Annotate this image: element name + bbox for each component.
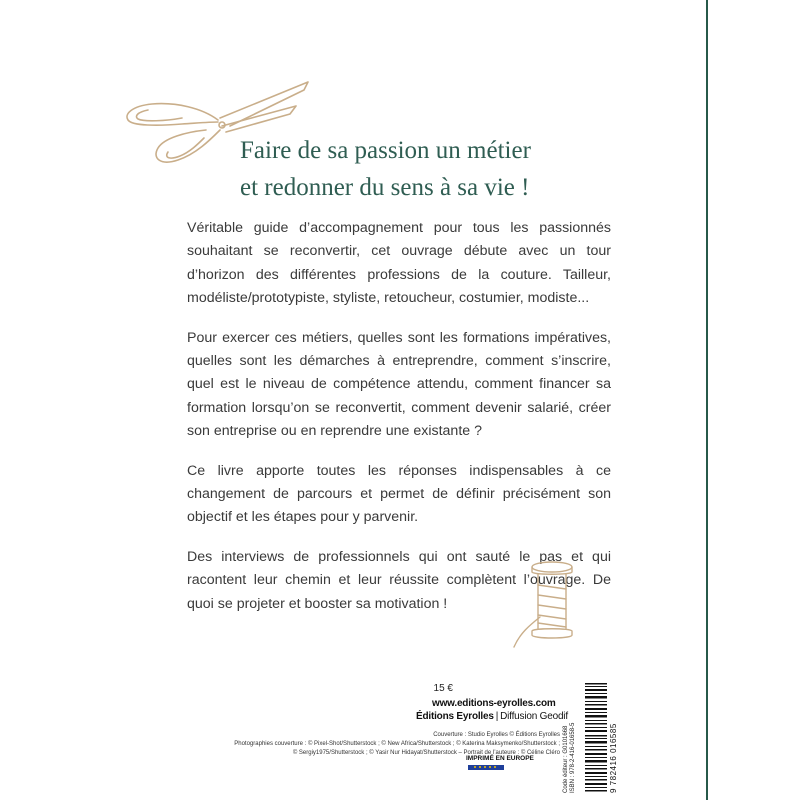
description-paragraph: Véritable guide d’accompagnement pour tous les passionnés souhaitant se reconvertir, cet ouvrage débute avec un tour d’horizon des différentes professions de la couture. Tailleur, modéliste/prototypiste, styliste, retoucheur, costumier, modiste... xyxy=(187,220,611,307)
separator: | xyxy=(495,711,499,722)
barcode-digits: 9 782416 016585 xyxy=(609,723,618,793)
barcode-isbn: ISBN : 978-2-416-01658-5 xyxy=(570,722,576,793)
website-link[interactable]: www.editions-eyrolles.com xyxy=(432,698,556,709)
tagline xyxy=(240,132,680,206)
credits-line: © Sergiy1975/Shutterstock ; © Yasir Nur Hidayat/Shutterstock – Portrait de l’auteure : © Céline Cléro xyxy=(292,750,560,756)
description-paragraph: Pour exercer ces métiers, quelles sont les formations impératives, quelles sont les démarches à entreprendre, comment s’inscrire, quel est le niveau de compétence attendu, comment financer sa formation lorsqu’on se reconvertit, comment devenir salarié, créer son entreprise ou en reprendre une existante ? xyxy=(187,329,611,440)
description-paragraph: Des interviews de professionnels qui ont sauté le pas et qui racontent leur chemin et leur réussite complètent l’ouvrage. De quoi se projeter et booster sa motivation ! xyxy=(187,548,611,612)
credits-line: Photographies couverture : © Pixel-Shot/Shutterstock ; © New Africa/Shutterstock ; © Katerina Maksymenko/Shutterstock ; xyxy=(234,741,560,747)
photo-credits xyxy=(230,731,560,758)
distributor-name: Diffusion Geodif xyxy=(500,711,568,722)
price: 15 € xyxy=(433,683,453,694)
credits-line: Couverture : Studio Eyrolles © Éditions Eyrolles xyxy=(433,732,560,738)
eu-flag-icon xyxy=(468,765,504,770)
publisher-line xyxy=(416,711,568,722)
barcode-info xyxy=(563,683,577,793)
publisher-name: Éditions Eyrolles xyxy=(416,711,494,722)
tagline-line-1: Faire de sa passion un métier xyxy=(240,137,531,164)
barcode-code-editeur: Code éditeur : G0101668 xyxy=(563,725,569,793)
right-margin xyxy=(708,0,800,800)
thread-spool-icon xyxy=(510,555,590,655)
barcode xyxy=(585,683,607,793)
description-paragraph: Ce livre apporte toutes les réponses indispensables à ce changement de parcours et permet de définir précisément son objectif et les étapes pour y parvenir. xyxy=(187,462,611,526)
printed-in-europe: IMPRIMÉ EN EUROPE xyxy=(466,755,534,762)
tagline-line-2: et redonner du sens à sa vie ! xyxy=(240,174,530,201)
